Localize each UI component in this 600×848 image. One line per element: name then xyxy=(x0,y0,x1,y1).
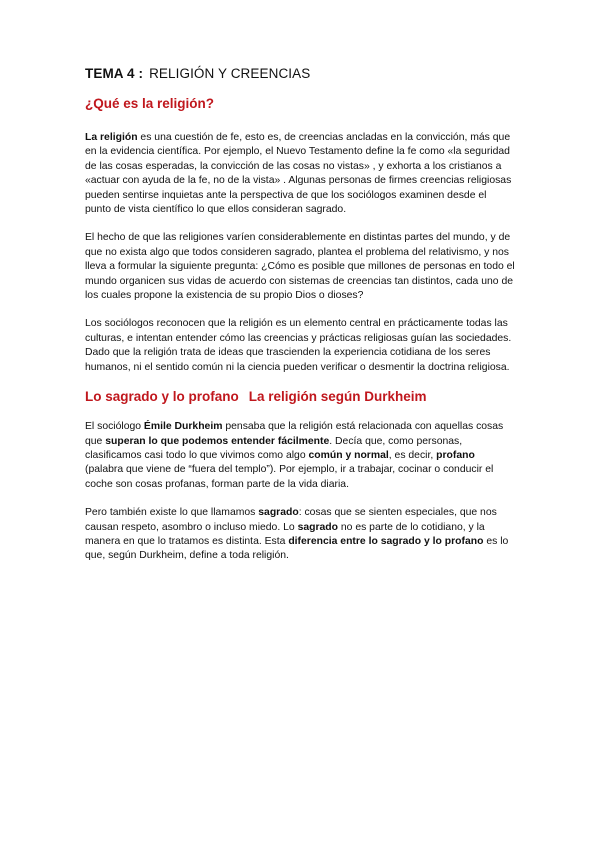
bold-term: común y normal xyxy=(308,449,389,461)
section-heading-durkheim xyxy=(85,389,515,404)
paragraph-text: (palabra que viene de “fuera del templo”). Por ejemplo, ir a trabajar, cocinar o conducir el coche son cosas profanas, forman parte de la vida diaria. xyxy=(85,464,494,490)
paragraph-sacred xyxy=(85,506,515,564)
bold-term: Émile Durkheim xyxy=(143,421,223,433)
paragraph-text: , es decir, xyxy=(388,449,437,461)
topic-title xyxy=(85,66,515,81)
bold-term: La religión xyxy=(85,132,138,143)
paragraph-sociologists: Los sociólogos reconocen que la religión es un elemento central en prácticamente todas las culturas, e intentan entender cómo las creencias y prácticas religiosas guían las sociedades. Dado que la religión trata de ideas que trascienden la experiencia cotidiana de los seres humanos, ni el sentido común ni la ciencia pueden verificar o desmentir la doctrina religiosa. xyxy=(85,318,512,373)
paragraph-text: no es parte de lo cotidiano, y la manera en que lo tratamos es distinta. Esta xyxy=(85,521,485,547)
section-heading-religion: ¿Qué es la religión? xyxy=(85,96,215,111)
bold-term: sagrado xyxy=(297,521,338,533)
heading-part-sacred-profane: Lo sagrado y lo profano xyxy=(85,389,239,405)
paragraph-text: El sociólogo xyxy=(85,421,144,433)
heading-part-durkheim: La religión según Durkheim xyxy=(248,389,427,405)
bold-term: sagrado xyxy=(258,507,299,519)
paragraph-text: es lo que, según Durkheim, define a toda religión. xyxy=(85,535,509,562)
paragraph-profane xyxy=(85,420,515,492)
paragraph-relativism: El hecho de que las religiones varíen considerablemente en distintas partes del mundo, y de que no exista algo que todos consideren sagrado, plantea el problema del relativismo, y nos lleva a formular la siguiente pregunta: ¿Cómo es posible que millones de personas en todo el mundo organicen sus vidas de acuerdo con sistemas de creencias tan distintos, cada uno de los cuales propone la existencia de su propio Dios o dioses? xyxy=(85,232,515,302)
bold-term: profano xyxy=(436,449,475,461)
paragraph-text: es una cuestión de fe, esto es, de creencias ancladas en la convicción, más que en la evidencia científica. Por ejemplo, el Nuevo Testamento define la fe como «la seguridad de las cosas esperadas, la convicción de las cosas no vistas» , y exhorta a los cristianos a «actuar con ayuda de la fe, no de la vista» . Algunas personas de firmes creencias religiosas pueden sentirse inquietas ante la perspectiva de que los sociólogos examinen desde el punto de vista científico lo que ellos consideran sagrado. xyxy=(85,132,512,216)
paragraph-definition xyxy=(85,131,515,217)
paragraph-text: Pero también existe lo que llamamos xyxy=(85,507,259,519)
bold-term: diferencia entre lo sagrado y lo profano xyxy=(288,535,484,547)
topic-number: TEMA 4 : xyxy=(85,66,144,81)
bold-term: superan lo que podemos entender fácilmente xyxy=(105,435,330,447)
paragraph-text: pensaba que la religión está relacionada con aquellas cosas que xyxy=(85,421,504,447)
topic-name: RELIGIÓN Y CREENCIAS xyxy=(149,66,311,81)
paragraph-text: : cosas que se sienten especiales, que nos causan respeto, asombro o incluso miedo. Lo xyxy=(85,507,497,533)
paragraph-text: . Decía que, como personas, clasificamos casi todo lo que vivimos como algo xyxy=(85,435,463,461)
document-page xyxy=(85,66,515,578)
